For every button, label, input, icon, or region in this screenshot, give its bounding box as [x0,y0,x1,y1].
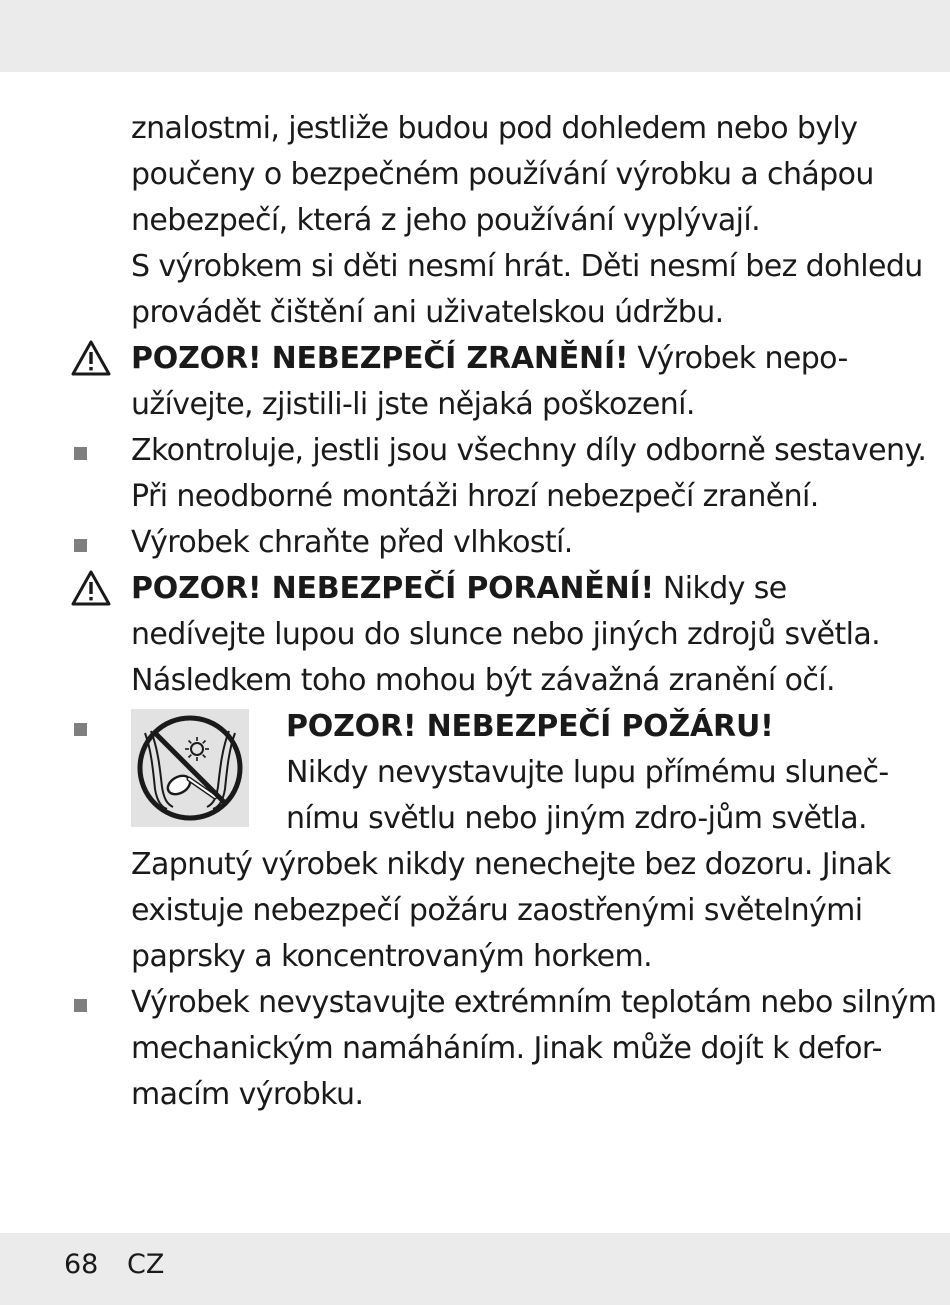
page-number: 68 [64,1249,99,1280]
language-code: CZ [127,1249,165,1280]
text-line: Nikdy nevystavujte lupu přímému sluneč- [286,755,889,790]
text-line: znalostmi, jestliže budou pod dohledem nebo byly [131,111,858,146]
text-line: provádět čištění ani uživatelskou údržbu. [131,295,724,330]
warning-injury-item [0,336,881,428]
warning-eye-heading: POZOR! NEBEZPEČÍ PORANĚNÍ! [131,571,654,606]
bullet-fire-item [0,704,889,842]
text-line: Zapnutý výrobek nikdy nenechejte bez dozoru. Jinak [131,847,891,882]
warning-eye-line [131,566,881,612]
square-bullet-icon [74,539,87,552]
text-line: užívejte, zjistili-li jste nějaká poškození. [131,387,695,422]
text-line: Při neodborné montáži hrozí nebezpečí zranění. [131,479,819,514]
fire-warning-text-block [286,704,889,842]
text-line: mechanickým namáháním. Jinak může dojít k defor- [131,1031,882,1066]
text-line: S výrobkem si děti nesmí hrát. Děti nesmí bez dohledu [131,249,923,284]
manual-page-content [0,106,950,1118]
text-line: macím výrobku. [131,1077,364,1112]
text-line: nímu světlu nebo jiným zdro-jům světla. [286,801,867,836]
text-line: nedívejte lupou do slunce nebo jiných zdrojů světla. [131,617,881,652]
text-line: nebezpečí, která z jeho používání vyplývají. [131,203,761,238]
warning-eye-item [0,566,881,704]
paragraph-children-supervision [0,106,923,336]
bullet-humidity-item [0,520,881,566]
text-line: Výrobek chraňte před vlhkostí. [131,525,573,560]
warning-triangle-icon [70,339,112,377]
text-line: poučeny o bezpečném používání výrobku a chápou [131,157,874,192]
square-bullet-icon [74,723,87,736]
bullet-temperature-item [0,980,937,1118]
bullet-assembly-item [0,428,927,520]
text-line: Následkem toho mohou být závažná zranění očí. [131,663,835,698]
fire-warning-continuation [0,842,891,980]
text-line: paprsky a koncentrovaným horkem. [131,939,653,974]
top-margin-band [0,0,950,72]
warning-fire-heading: POZOR! NEBEZPEČÍ POŽÁRU! [286,709,774,744]
warning-eye-text: Nikdy se [653,571,787,606]
text-line: Zkontroluje, jestli jsou všechny díly odborně sestaveny. [131,433,927,468]
warning-injury-text: Výrobek nepo- [628,341,848,376]
warning-triangle-icon [70,569,112,607]
warning-injury-line [131,336,881,382]
text-line: existuje nebezpečí požáru zaostřenými světelnými [131,893,863,928]
square-bullet-icon [74,999,87,1012]
square-bullet-icon [74,447,87,460]
warning-injury-heading: POZOR! NEBEZPEČÍ ZRANĚNÍ! [131,341,629,376]
text-line: Výrobek nevystavujte extrémním teplotám nebo silným [131,985,937,1020]
no-magnifier-in-sun-icon [131,709,249,827]
